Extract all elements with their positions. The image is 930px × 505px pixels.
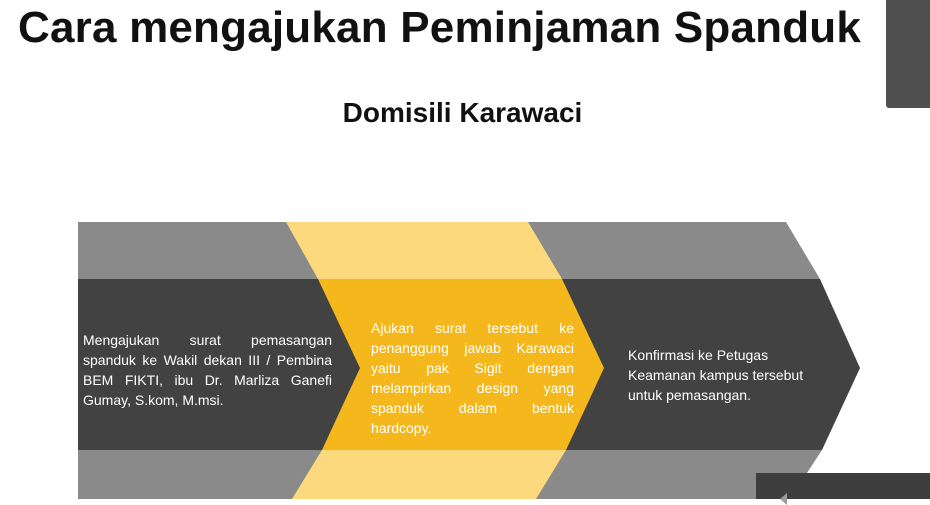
step-2-text: Ajukan surat tersebut ke penanggung jawab Karawaci yaitu pak Sigit dengan melampirkan design yang spanduk dalam bentuk hardcopy. <box>371 320 574 436</box>
chevron-bottom <box>292 450 566 499</box>
prev-arrow-icon[interactable] <box>780 493 787 505</box>
step-3-text: Konfirmasi ke Petugas Keamanan kampus tersebut untuk pemasangan. <box>628 347 804 403</box>
bottom-toolbar[interactable] <box>756 473 930 499</box>
step-1-text: Mengajukan surat pemasangan spanduk ke Wakil dekan III / Pembina BEM FIKTI, ibu Dr. Marliza Ganefi Gumay, S.kom, M.msi. <box>83 332 332 408</box>
page-subtitle: Domisili Karawaci <box>342 97 583 128</box>
chevron-top <box>286 222 562 279</box>
page-title: Cara mengajukan Peminjaman Spanduk <box>18 3 862 52</box>
